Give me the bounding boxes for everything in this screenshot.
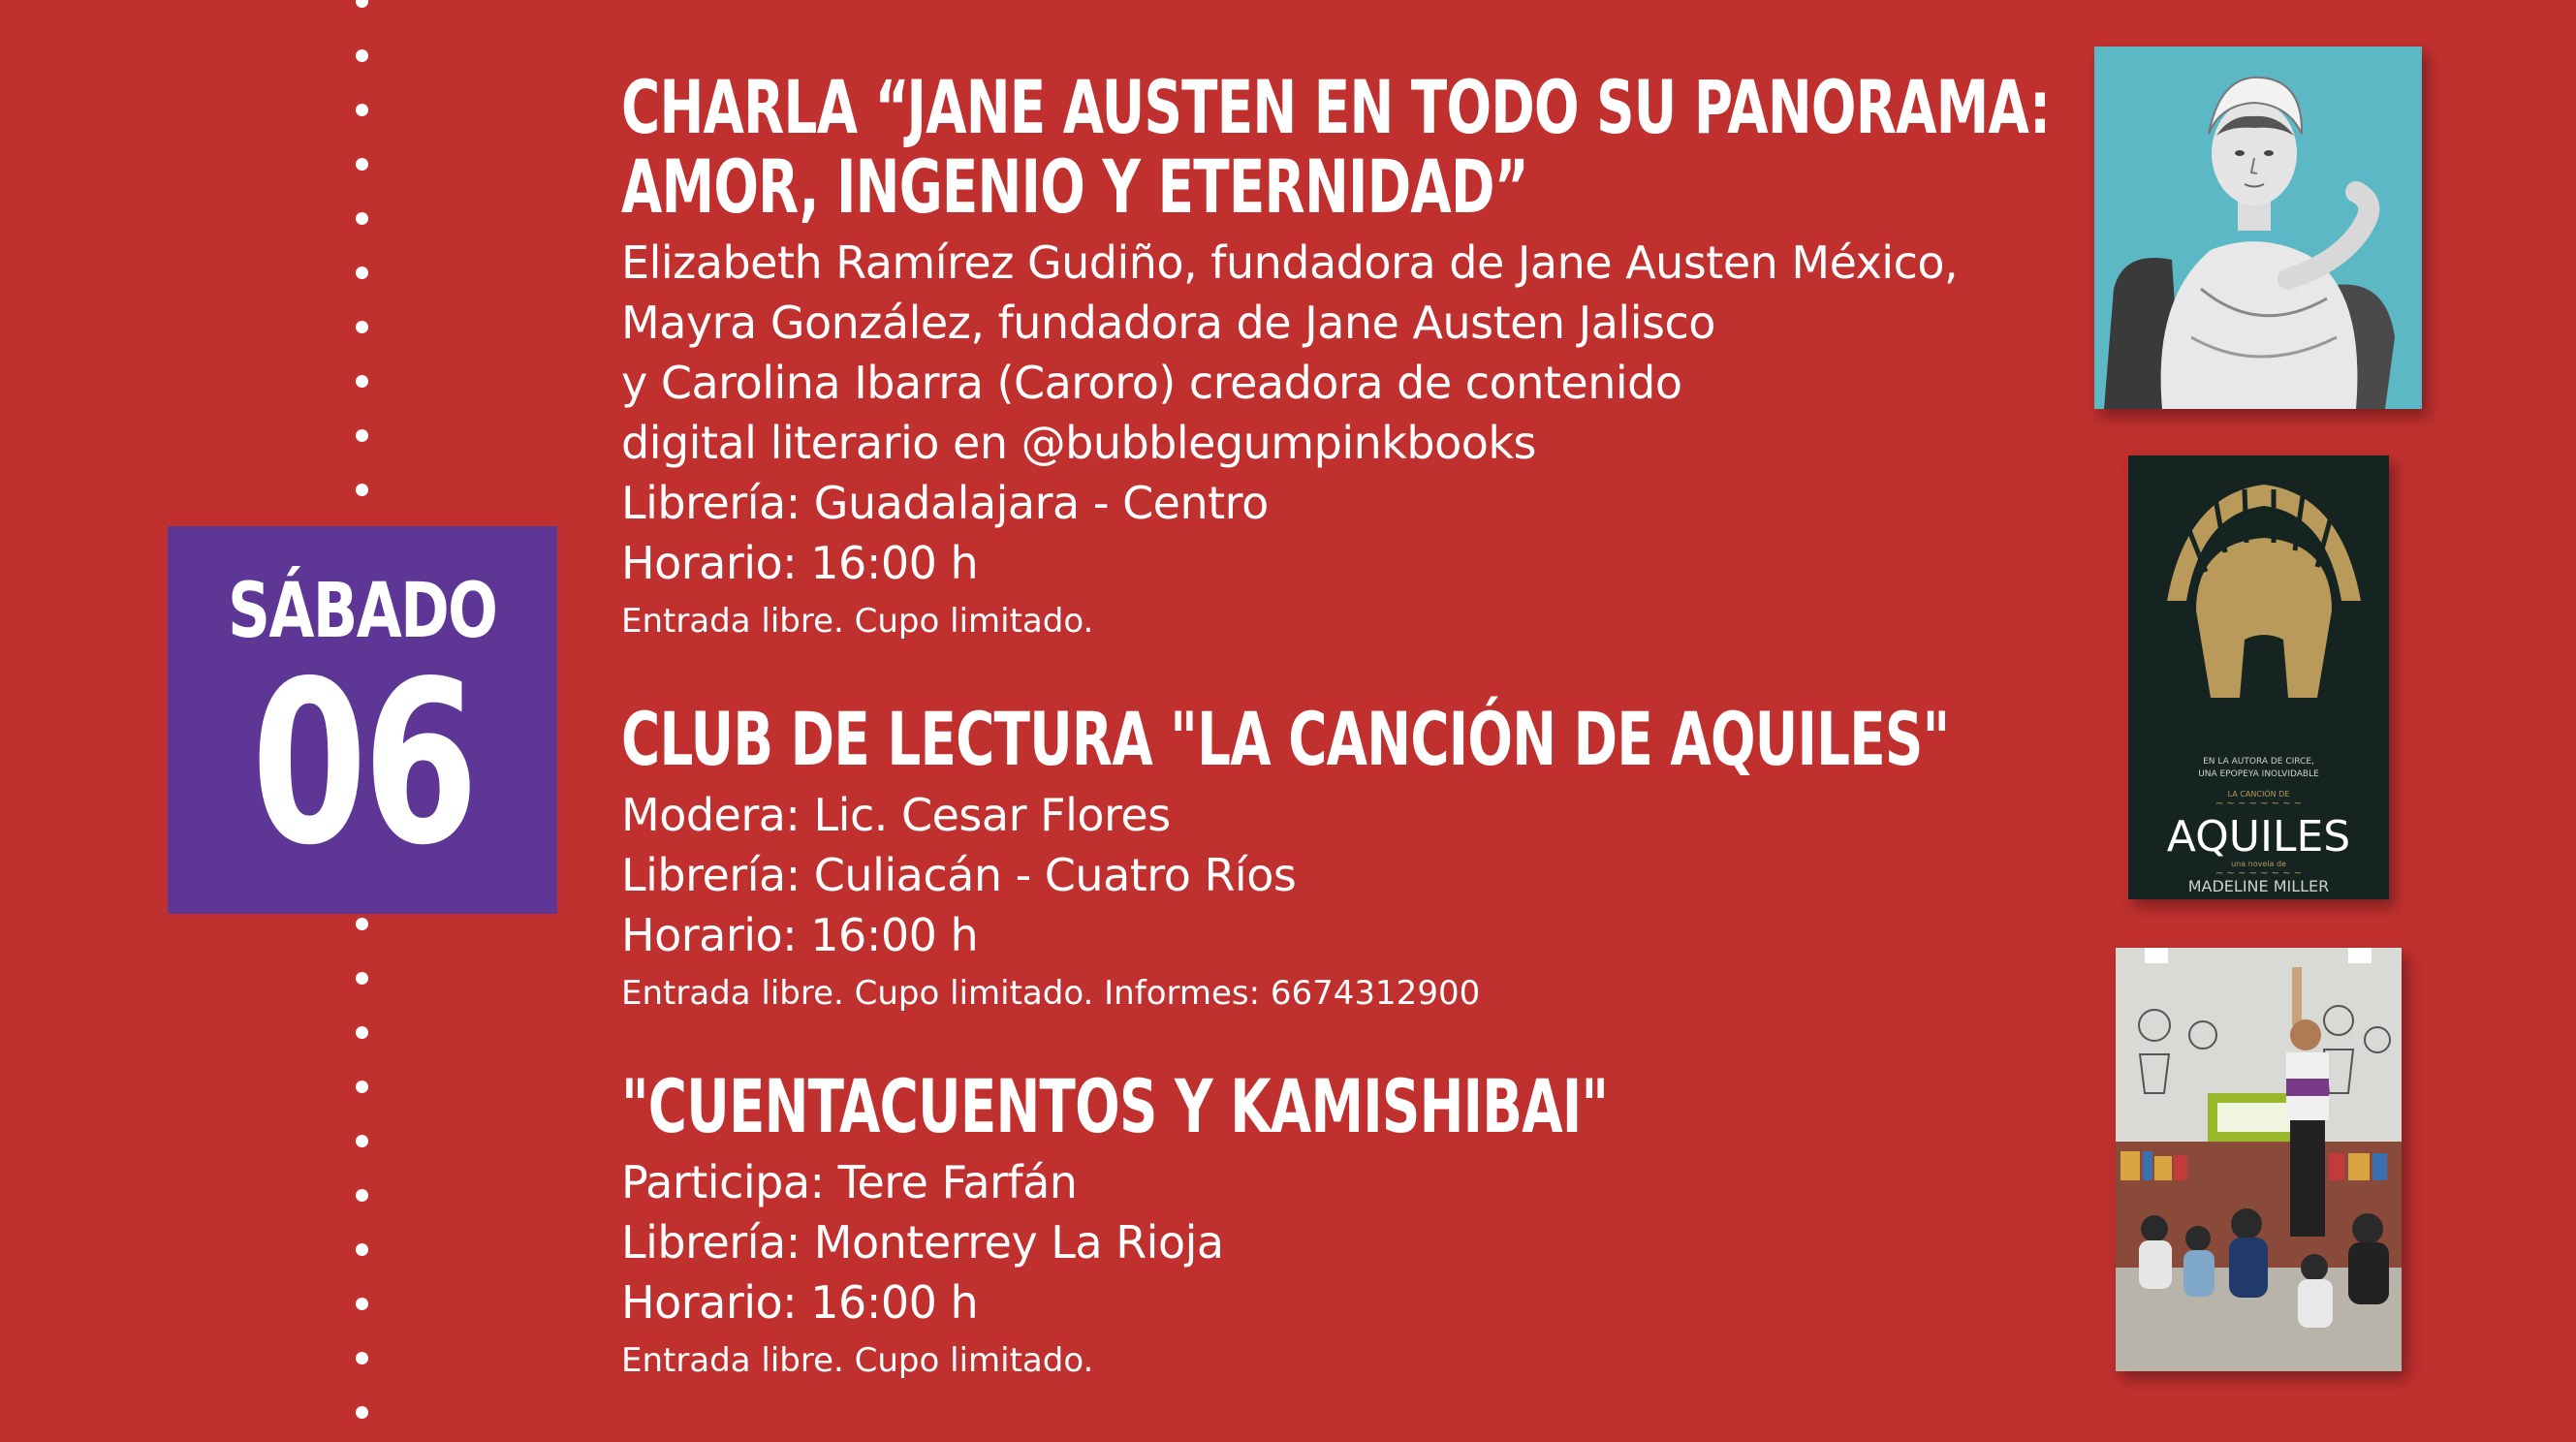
event-time: Horario: 16:00 h (621, 1276, 979, 1329)
event-time: Horario: 16:00 h (621, 537, 979, 589)
cover-author: MADELINE MILLER (2187, 877, 2330, 895)
svg-text:~ ~ ~ ~ ~ ~ ~ ~: ~ ~ ~ ~ ~ ~ ~ ~ (2215, 868, 2303, 879)
event-detail: Participa: Tere Farfán (621, 1156, 1078, 1208)
timeline-dot (356, 972, 368, 985)
timeline-dot (356, 918, 368, 930)
cover-tagline: UNA EPOPEYA INOLVIDABLE (2198, 769, 2319, 779)
cover-tagline: EN LA AUTORA DE CIRCE, (2203, 757, 2314, 767)
event-time: Horario: 16:00 h (621, 909, 979, 961)
book-cover-aquiles (2128, 455, 2389, 899)
event-title-line: CHARLA “JANE AUSTEN EN TODO SU PANORAMA: (621, 64, 2051, 150)
timeline-dot (356, 429, 368, 442)
date-number: 06 (250, 633, 475, 894)
timeline-dot (356, 1352, 368, 1364)
event-location: Librería: Guadalajara - Centro (621, 477, 1269, 529)
event-jane-austen (621, 64, 2094, 649)
cuentacuentos-photo (2116, 948, 2402, 1371)
timeline-dot (356, 158, 368, 171)
cover-subtitle: una novela de (2231, 860, 2286, 868)
timeline-dot (356, 1026, 368, 1039)
svg-text:~ ~ ~ ~ ~ ~ ~ ~: ~ ~ ~ ~ ~ ~ ~ ~ (2215, 799, 2303, 809)
book-cover-art (2128, 455, 2389, 899)
event-detail: Modera: Lic. Cesar Flores (621, 789, 1171, 841)
timeline-dot (356, 0, 368, 8)
cover-title: AQUILES (2166, 812, 2351, 862)
event-detail: Mayra González, fundadora de Jane Austen Jalisco (621, 297, 1715, 349)
event-cuentacuentos (621, 1063, 2094, 1389)
event-title-line: AMOR, INGENIO Y ETERNIDAD” (621, 143, 1528, 230)
event-note: Entrada libre. Cupo limitado. (621, 1341, 1094, 1380)
timeline-dot (356, 1081, 368, 1093)
timeline-dot (356, 1243, 368, 1256)
cover-small-title: LA CANCIÓN DE (2227, 790, 2290, 799)
event-detail: Elizabeth Ramírez Gudiño, fundadora de Jane Austen México, (621, 236, 1959, 289)
event-location: Librería: Culiacán - Cuatro Ríos (621, 849, 1297, 901)
timeline-dot (356, 321, 368, 333)
timeline-dot (356, 1406, 368, 1419)
timeline-dot (356, 1189, 368, 1202)
event-club-lectura (621, 696, 2094, 1021)
timeline-dot (356, 484, 368, 496)
event-location: Librería: Monterrey La Rioja (621, 1216, 1224, 1269)
event-note: Entrada libre. Cupo limitado. (621, 602, 1094, 641)
date-badge (168, 526, 557, 914)
timeline-dot (356, 375, 368, 388)
timeline-dot (356, 49, 368, 62)
date-day: SÁBADO (228, 568, 497, 655)
event-detail: digital literario en @bubblegumpinkbooks (621, 417, 1536, 469)
timeline-dot (356, 104, 368, 116)
timeline-dot (356, 1135, 368, 1147)
timeline-dot (356, 1298, 368, 1310)
jane-austen-portrait-image (2094, 47, 2422, 409)
timeline-dot (356, 266, 368, 279)
event-detail: y Carolina Ibarra (Caroro) creadora de contenido (621, 357, 1682, 409)
event-title-line: "CUENTACUENTOS Y KAMISHIBAI" (621, 1063, 1609, 1149)
event-note: Entrada libre. Cupo limitado. Informes: 6674312900 (621, 974, 1481, 1013)
timeline-dot (356, 212, 368, 225)
event-title-line: CLUB DE LECTURA "LA CANCIÓN DE AQUILES" (621, 696, 1950, 782)
